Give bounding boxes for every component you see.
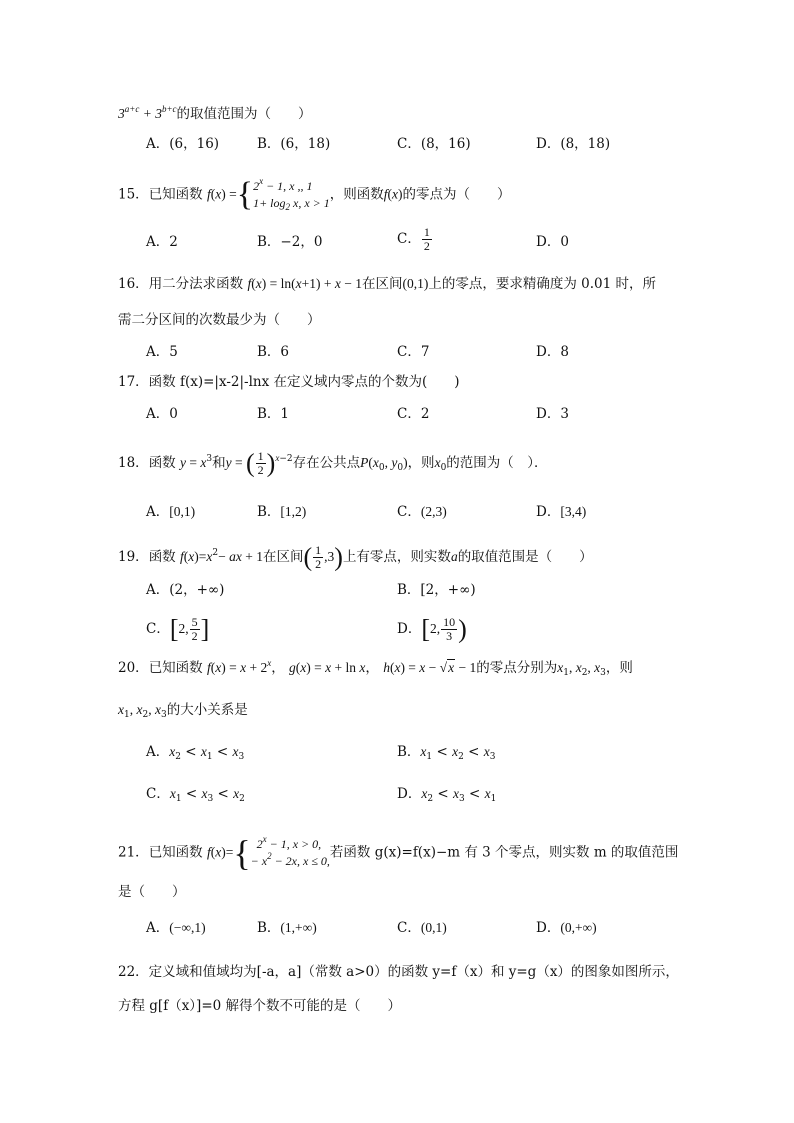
q14-stem: $3^{a+c} + 3^{b+c}$的取值范围为（ ）: [118, 104, 312, 122]
q21-number: 21．: [118, 844, 149, 861]
q16-option-a[interactable]: A．5: [146, 344, 178, 360]
q21-option-b-label: B．: [257, 920, 281, 936]
q16-number: 16．: [118, 276, 149, 292]
q18-option-d[interactable]: [536, 502, 586, 522]
q16-option-c[interactable]: C．7: [397, 344, 430, 360]
q14-option-d[interactable]: D．(8，18): [536, 136, 611, 152]
q19-option-b[interactable]: B．[2，+∞): [397, 582, 476, 598]
q15-pre: 已知函数: [148, 186, 203, 203]
q18-option-b-value: [1,2): [280, 504, 307, 519]
q16-post: 上的零点，要求精确度为 0.01 时，所: [428, 276, 656, 292]
q18-post2: 的范围为（ ）．: [446, 455, 548, 471]
q20-option-d-label: D．: [397, 786, 422, 802]
q18-option-c-value: (2,3): [420, 504, 447, 519]
q17-option-c[interactable]: C．2: [397, 406, 430, 422]
q16-pre: 用二分法求函数: [148, 276, 244, 292]
q21-option-a[interactable]: [146, 918, 206, 938]
q15-mid: ，则函数: [329, 186, 384, 203]
q18-mid: 存在公共点: [292, 455, 361, 471]
q16-option-d[interactable]: D．8: [536, 344, 569, 360]
q18-number: 18．: [118, 455, 149, 471]
q19-post2: 的取值范围是（ ）: [457, 549, 593, 565]
q21-option-a-value: (−∞,1): [169, 920, 206, 935]
q15-stem: 15．已知函数 f(x) ={ $2^x - 1$, x ,, 1 $1+ \log_2 x$, x > 1 ，则函数f(x)的零点为（ ）: [118, 176, 511, 213]
q17-stem: 17．函数 f(x)=|x-2|-lnx 在定义域内零点的个数为( ): [118, 374, 460, 390]
q18-option-a-value: [0,1): [169, 504, 196, 519]
q14-option-a[interactable]: A．(6，16): [146, 136, 220, 152]
q16-option-b[interactable]: B．6: [257, 344, 290, 360]
q20-post2: ，则: [605, 660, 633, 676]
q19-pre: 函数: [148, 549, 176, 565]
q21-option-d[interactable]: [536, 918, 597, 938]
q22-stem-line1: 22．定义域和值域均为[-a，a]（常数 a>0）的函数 y=f（x）和 y=g（x）的图象如图所示，: [118, 964, 679, 980]
q21-option-d-label: D．: [536, 920, 561, 936]
q20-option-c[interactable]: C．$x_1 < x_3 < x_2$: [146, 786, 245, 804]
q19-mid: 在区间: [262, 549, 304, 565]
q14-option-c[interactable]: C．(8，16): [397, 136, 471, 152]
q20-option-d[interactable]: D．$x_2 < x_3 < x_1$: [397, 786, 497, 804]
q22-stem-line2: 方程 g[f（x）]=0 解得个数不可能的是（ ）: [118, 998, 402, 1014]
q18-stem: 18．函数 $y = x^3$和y = ( $\frac{1}{2}$ )$^{x-2}$存在公共点$P(x_0$, $y_0$)，则$x_0$的范围为（ ）．: [118, 448, 548, 478]
q20-option-b[interactable]: B．$x_1 < x_2 < x_3$: [397, 744, 496, 762]
q21-option-d-value: (0,+∞): [560, 920, 597, 935]
q15-option-a[interactable]: A．2: [146, 234, 178, 250]
q14-option-b[interactable]: B．(6，18): [257, 136, 331, 152]
q20-line2-text: 的大小关系是: [166, 702, 248, 718]
q20-option-c-label: C．: [146, 786, 170, 802]
q18-option-d-label: D．: [536, 504, 561, 520]
q20-post: 的零点分别为: [476, 660, 558, 676]
q20-option-a[interactable]: A．$x_2 < x_1 < x_3$: [146, 744, 245, 762]
q21-pre: 已知函数: [148, 844, 203, 861]
q19-option-d[interactable]: D．[2, $\frac{10}{3}$ ): [397, 614, 467, 644]
q21-option-c-value: (0,1): [420, 920, 447, 935]
q17-option-d[interactable]: D．3: [536, 406, 569, 422]
q19-post: 上有零点，则实数: [342, 549, 451, 565]
q18-post: ，则: [407, 455, 435, 471]
q20-pre: 已知函数: [148, 660, 203, 676]
q14-stem-text: 的取值范围为（ ）: [176, 106, 312, 122]
q15-option-c-label: C．: [397, 231, 421, 247]
q21-option-c[interactable]: [397, 918, 447, 938]
q18-pre: 函数: [148, 455, 176, 471]
q18-option-d-value: [3,4): [560, 504, 587, 519]
q15-option-c[interactable]: C． $\frac{1}{2}$: [397, 225, 430, 253]
q21-option-b[interactable]: [257, 918, 317, 938]
q18-option-c-label: C．: [397, 504, 421, 520]
q21-option-b-value: (1,+∞): [280, 920, 317, 935]
q17-option-b[interactable]: B．1: [257, 406, 290, 422]
q21-mid: 若函数 g(x)=f(x)−m 有 3 个零点，则实数 m 的取值范围: [329, 844, 679, 861]
q20-stem-line2: $x_1$, $x_2$, $x_3$的大小关系是: [118, 702, 248, 720]
q18-option-c[interactable]: [397, 502, 447, 522]
q21-stem-line2: 是（ ）: [118, 884, 186, 900]
q20-option-a-label: A．: [146, 744, 170, 760]
q19-option-c[interactable]: C．[2, $\frac{5}{2}$ ]: [146, 614, 210, 644]
q20-stem: 20．已知函数 $f(x) = x + 2^x$， g(x) = x + ln x， h(x) = x − √x − 1的零点分别为$x_1$, $x_2$, $x_3$，则: [118, 658, 633, 678]
q15-option-b[interactable]: B．−2，0: [257, 234, 323, 250]
q19-number: 19．: [118, 549, 149, 565]
q18-option-a-label: A．: [146, 504, 170, 520]
q21-option-c-label: C．: [397, 920, 421, 936]
q17-option-a[interactable]: A．0: [146, 406, 178, 422]
q19-stem: 19．函数 $f(x)=x^2-$ ax + 1在区间( $\frac{1}{2}$ ,3)上有零点，则实数a的取值范围是（ ）: [118, 542, 593, 572]
q15-number: 15．: [118, 186, 149, 203]
q16-stem-line2: 需二分区间的次数最少为（ ）: [118, 312, 321, 328]
q18-option-b-label: B．: [257, 504, 281, 520]
q16-mid: 在区间: [361, 276, 403, 292]
q21-stem: 21．已知函数 f(x)={ $2^x - 1$, x > 0, − $x^2 - 2x$, x ≤ 0, 若函数 g(x)=f(x)−m 有 3 个零点，则实数 m 的取值范围: [118, 833, 679, 873]
q19-option-d-label: D．: [397, 621, 422, 637]
q18-option-b[interactable]: [257, 502, 306, 522]
q18-and: 和: [212, 455, 226, 471]
q19-option-c-label: C．: [146, 621, 170, 637]
q15-post: 的零点为（ ）: [402, 186, 511, 203]
q16-stem: 16．用二分法求函数 f(x) = ln(x+1) + x − 1在区间(0,1)上的零点，要求精确度为 0.01 时，所: [118, 276, 656, 292]
q18-option-a[interactable]: [146, 502, 195, 522]
q15-option-d[interactable]: D．0: [536, 234, 569, 250]
q20-option-b-label: B．: [397, 744, 421, 760]
q19-option-a[interactable]: A．(2，+∞): [146, 582, 225, 598]
q21-option-a-label: A．: [146, 920, 170, 936]
q20-number: 20．: [118, 660, 149, 676]
